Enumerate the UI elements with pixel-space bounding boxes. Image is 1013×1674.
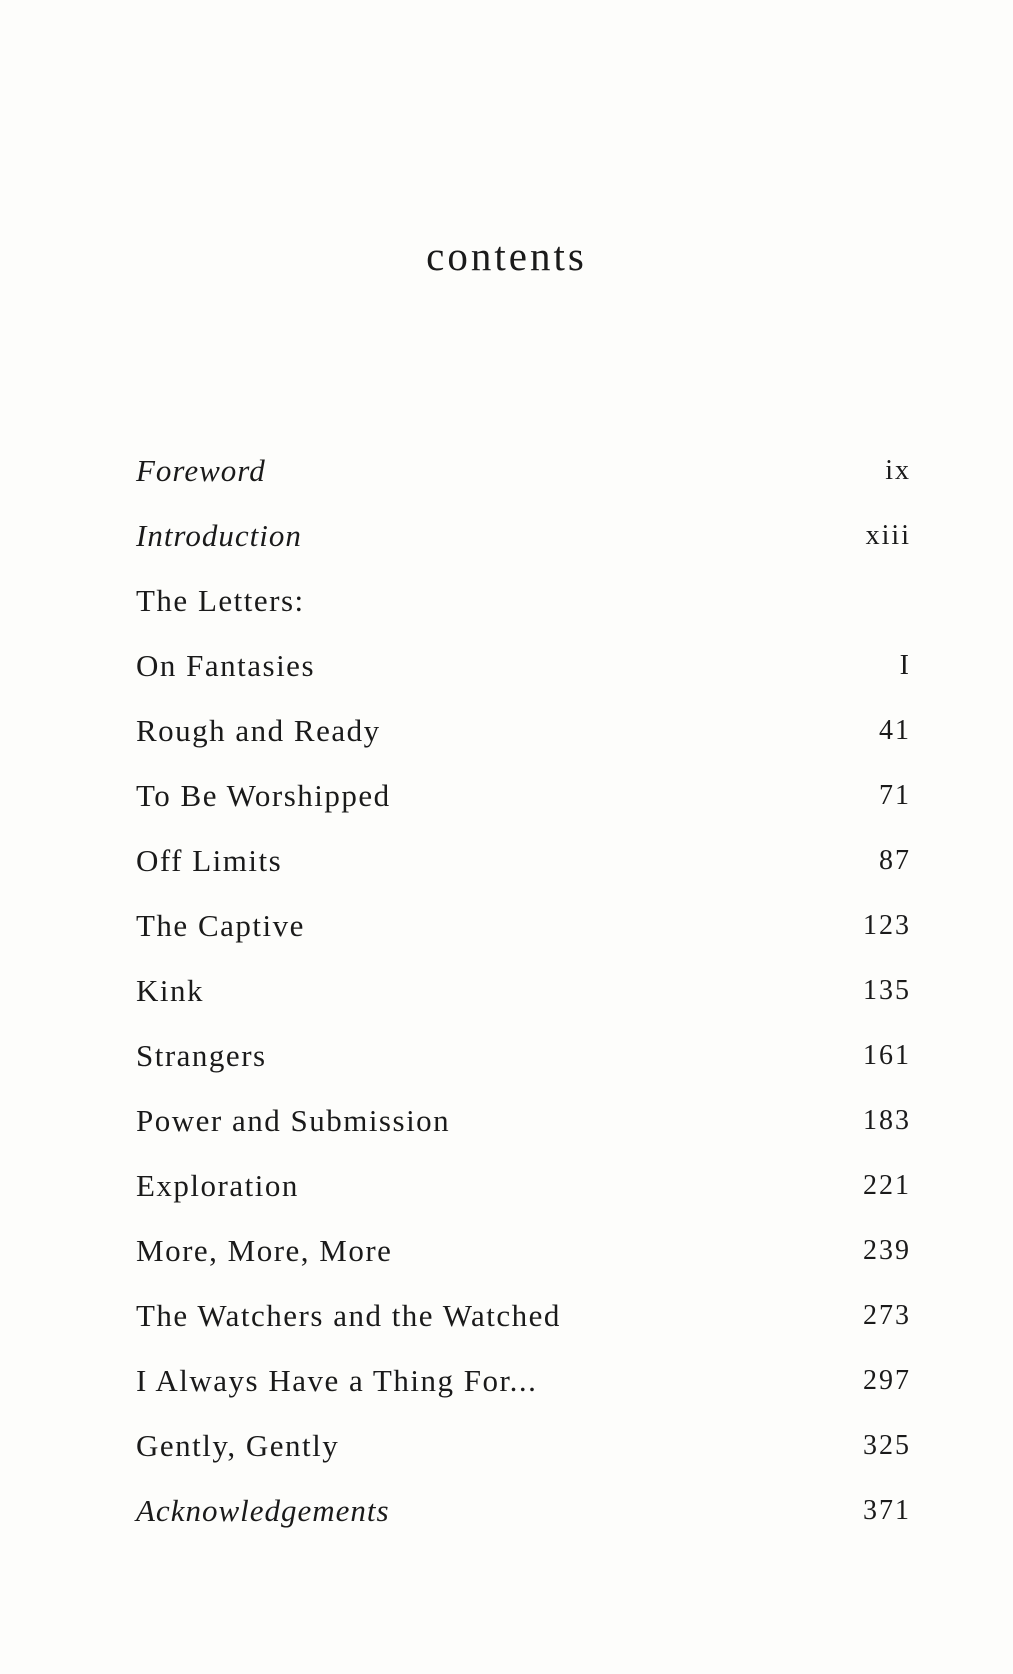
- toc-entry-title: The Letters:: [136, 582, 305, 618]
- toc-entry-page: I: [899, 649, 911, 681]
- toc-entry-acknowledgements: [136, 1478, 911, 1543]
- toc-entry: [136, 893, 911, 958]
- toc-entry-page: 371: [863, 1494, 911, 1526]
- toc-entry-title: Power and Submission: [136, 1102, 451, 1138]
- toc-entry-title: The Captive: [136, 907, 305, 943]
- table-of-contents: [136, 438, 911, 1543]
- toc-entry-foreword: [136, 438, 911, 503]
- toc-entry: [136, 958, 911, 1023]
- toc-entry-page: 239: [863, 1234, 911, 1266]
- toc-entry-page: 87: [879, 844, 911, 876]
- toc-entry: [136, 1218, 911, 1283]
- toc-entry-title: Exploration: [136, 1167, 299, 1203]
- toc-entry: [136, 1088, 911, 1153]
- toc-entry-title: More, More, More: [136, 1232, 393, 1268]
- toc-entry: [136, 1413, 911, 1478]
- toc-entry-title: Foreword: [136, 452, 266, 488]
- toc-entry-page: 71: [879, 779, 911, 811]
- toc-entry-page: 41: [879, 714, 911, 746]
- toc-entry-page: 183: [863, 1104, 911, 1136]
- toc-entry: [136, 1348, 911, 1413]
- toc-entry-title: Acknowledgements: [136, 1492, 390, 1528]
- toc-entry-title: On Fantasies: [136, 647, 316, 683]
- toc-entry-title: Kink: [136, 972, 204, 1008]
- toc-entry-page: 221: [863, 1169, 911, 1201]
- toc-entry-title: Gently, Gently: [136, 1427, 340, 1463]
- toc-entry-title: I Always Have a Thing For...: [136, 1362, 538, 1398]
- page-title: contents: [426, 233, 587, 279]
- toc-entry: [136, 1283, 911, 1348]
- toc-entry: [136, 1023, 911, 1088]
- toc-entry: [136, 1153, 911, 1218]
- toc-entry-page: 325: [863, 1429, 911, 1461]
- toc-entry-title: The Watchers and the Watched: [136, 1297, 561, 1333]
- toc-entry: [136, 763, 911, 828]
- toc-entry-title: To Be Worshipped: [136, 777, 391, 813]
- toc-entry-introduction: [136, 503, 911, 568]
- toc-entry-title: Off Limits: [136, 842, 283, 878]
- toc-entry-page: 161: [863, 1039, 911, 1071]
- toc-entry-page: 123: [863, 909, 911, 941]
- toc-entry-page: 273: [863, 1299, 911, 1331]
- toc-entry: [136, 828, 911, 893]
- toc-section-heading: [136, 568, 911, 633]
- toc-entry-page: xiii: [865, 519, 911, 551]
- toc-entry-page: ix: [885, 454, 911, 486]
- toc-entry-title: Rough and Ready: [136, 712, 381, 748]
- toc-entry-title: Introduction: [136, 517, 302, 553]
- toc-entry: [136, 633, 911, 698]
- toc-entry: [136, 698, 911, 763]
- toc-entry-page: 135: [863, 974, 911, 1006]
- toc-entry-page: 297: [863, 1364, 911, 1396]
- toc-entry-title: Strangers: [136, 1037, 267, 1073]
